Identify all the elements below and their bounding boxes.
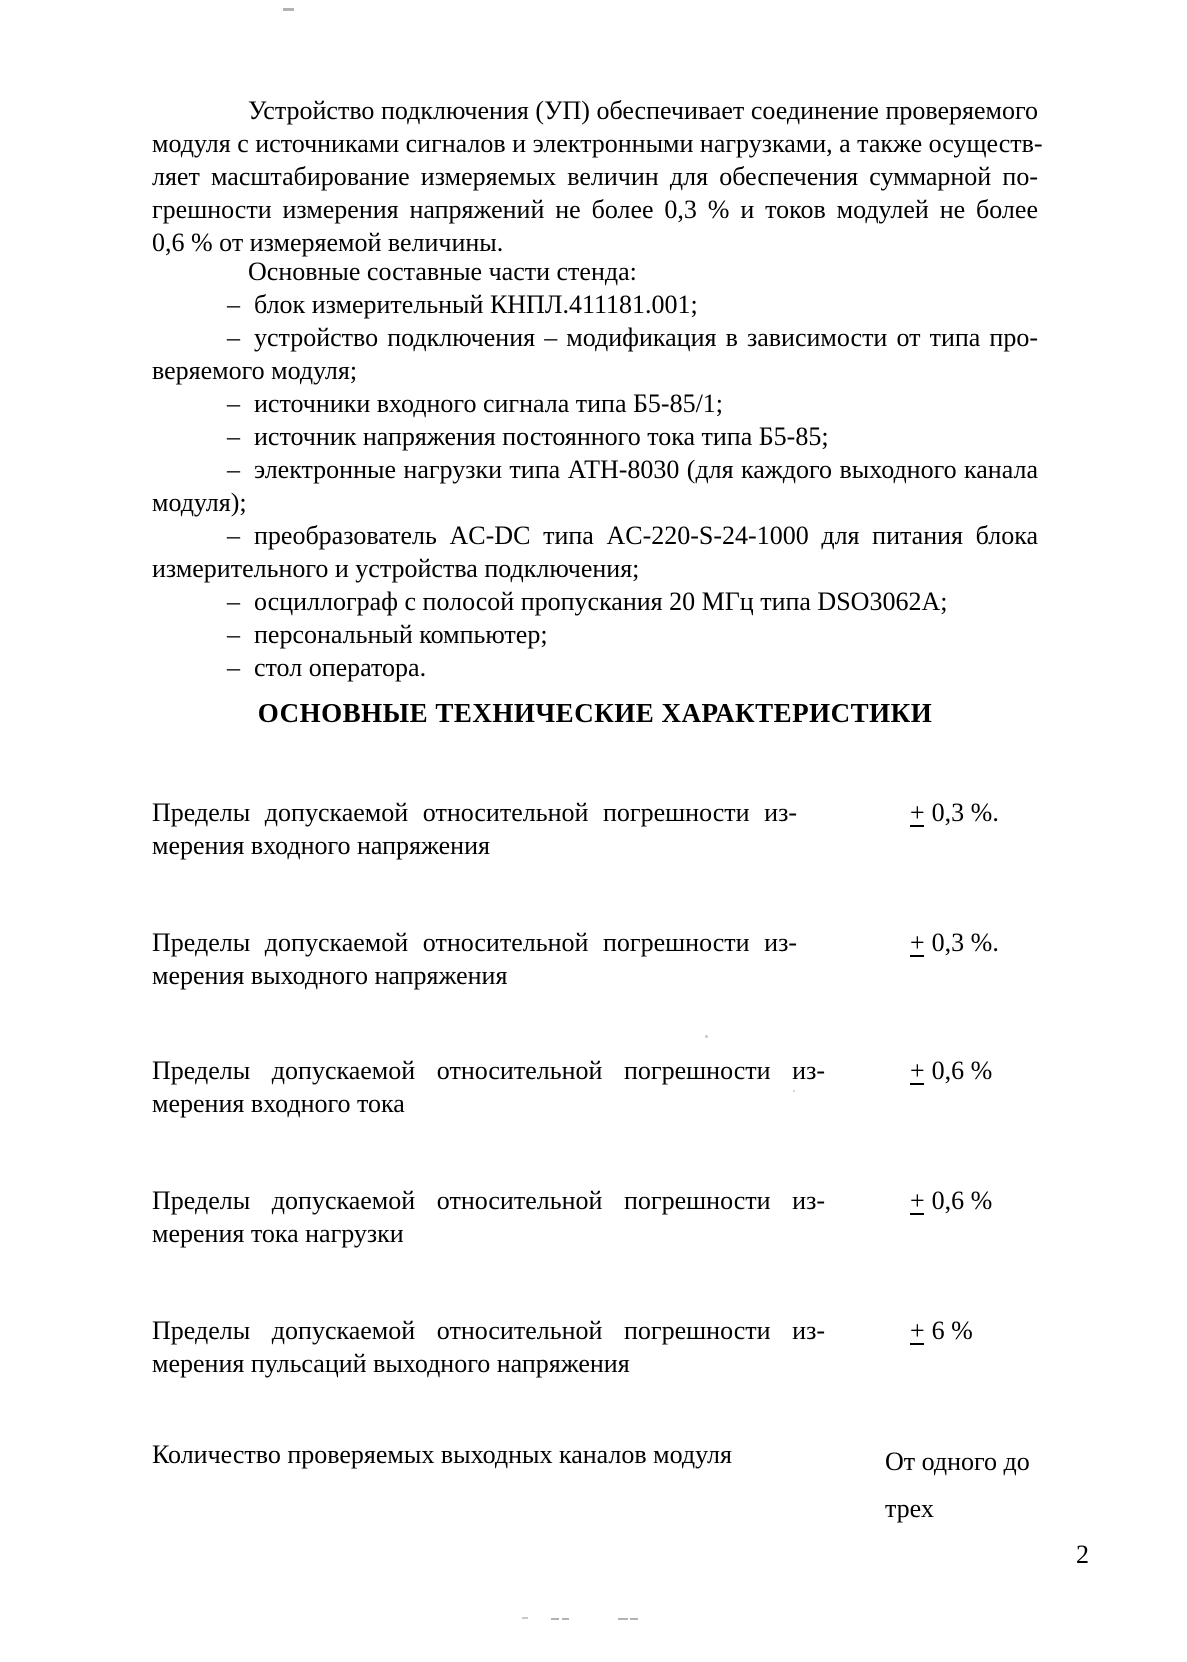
text-line: Устройство подключения (УП) обеспечивает соединение проверяемого: [248, 96, 1038, 125]
text-line: модуля с источниками сигналов и электронными нагрузками, а также осуществ-: [152, 129, 1043, 158]
spec-row: [152, 1054, 1038, 1154]
spec-value: + 0,3 %.: [910, 798, 999, 827]
spec-value: От одного до трех: [885, 1447, 1030, 1523]
plus-minus-sign: +: [910, 1056, 925, 1085]
section-title: ОСНОВНЫЕ ТЕХНИЧЕСКИЕ ХАРАКТЕРИСТИКИ: [257, 698, 933, 728]
list-item: – стол оператора.: [227, 653, 427, 682]
text-line: 0,6 % от измеряемой величины.: [152, 228, 504, 257]
scan-artifact: [551, 1618, 559, 1620]
dash-bullet: –: [227, 389, 240, 418]
dash-bullet: –: [227, 620, 240, 649]
list-item-continuation: модуля);: [152, 488, 247, 517]
dash-bullet: –: [227, 521, 240, 550]
dash-bullet: –: [227, 653, 240, 682]
spec-row: [152, 1438, 1038, 1538]
scan-artifact: [522, 1617, 528, 1619]
spec-value: + 0,6 %: [910, 1056, 993, 1085]
spec-row: [152, 1314, 1038, 1414]
spec-value: + 0,3 %.: [910, 928, 999, 957]
page-number: 2: [1076, 1540, 1089, 1569]
list-item: – электронные нагрузки типа АТН-8030 (для каждого выходного канала: [227, 455, 1038, 484]
spec-label: Количество проверяемых выходных каналов модуля: [152, 1440, 732, 1469]
list-item: – источник напряжения постоянного тока типа Б5-85;: [227, 422, 829, 451]
list-item: – устройство подключения – модификация в зависимости от типа про-: [227, 323, 1038, 352]
text-line: грешности измерения напряжений не более 0,3 % и токов модулей не более: [152, 195, 1038, 224]
scan-artifact: [630, 1618, 638, 1620]
list-item: – осциллограф с полосой пропускания 20 МГц типа DSO3062A;: [227, 587, 948, 616]
list-item: – персональный компьютер;: [227, 620, 548, 649]
plus-minus-sign: +: [910, 928, 925, 957]
scan-artifact: [562, 1618, 569, 1620]
list-item: – преобразователь AC-DC типа AC-220-S-24-1000 для питания блока: [227, 521, 1038, 550]
spec-label: Пределы допускаемой относительной погрешности из- мерения входного тока: [152, 1056, 825, 1118]
plus-minus-sign: +: [910, 798, 925, 827]
spec-label: Пределы допускаемой относительной погрешности из- мерения входного напряжения: [152, 798, 797, 860]
list-item-continuation: веряемого модуля;: [152, 356, 358, 385]
spec-value: + 0,6 %: [910, 1186, 993, 1215]
dash-bullet: –: [227, 323, 240, 352]
scan-artifact: [705, 1035, 708, 1038]
list-heading: Основные составные части стенда:: [248, 257, 637, 286]
text-line: ляет масштабирование измеряемых величин для обеспечения суммарной по-: [152, 162, 1038, 191]
components-list: [152, 255, 1038, 684]
plus-minus-sign: +: [910, 1186, 925, 1215]
intro-paragraph: [152, 94, 1043, 259]
list-item-continuation: измерительного и устройства подключения;: [152, 554, 640, 583]
dash-bullet: –: [227, 422, 240, 451]
spec-label: Пределы допускаемой относительной погрешности из- мерения тока нагрузки: [152, 1186, 825, 1248]
list-item: – источники входного сигнала типа Б5-85/1;: [227, 389, 724, 418]
spec-label: Пределы допускаемой относительной погрешности из- мерения выходного напряжения: [152, 928, 797, 990]
dash-bullet: –: [227, 587, 240, 616]
plus-minus-sign: +: [910, 1316, 925, 1345]
spec-value: + 6 %: [910, 1316, 973, 1345]
dash-bullet: –: [227, 455, 240, 484]
spec-row: [152, 1184, 1038, 1284]
scan-artifact: [618, 1618, 628, 1620]
scan-artifact: [283, 8, 294, 11]
spec-row: [152, 926, 1038, 1026]
spec-label: Пределы допускаемой относительной погрешности из- мерения пульсаций выходного напряжения: [152, 1316, 825, 1378]
spec-row: [152, 796, 1038, 896]
dash-bullet: –: [227, 290, 240, 319]
list-item: – блок измерительный КНПЛ.411181.001;: [227, 290, 698, 319]
